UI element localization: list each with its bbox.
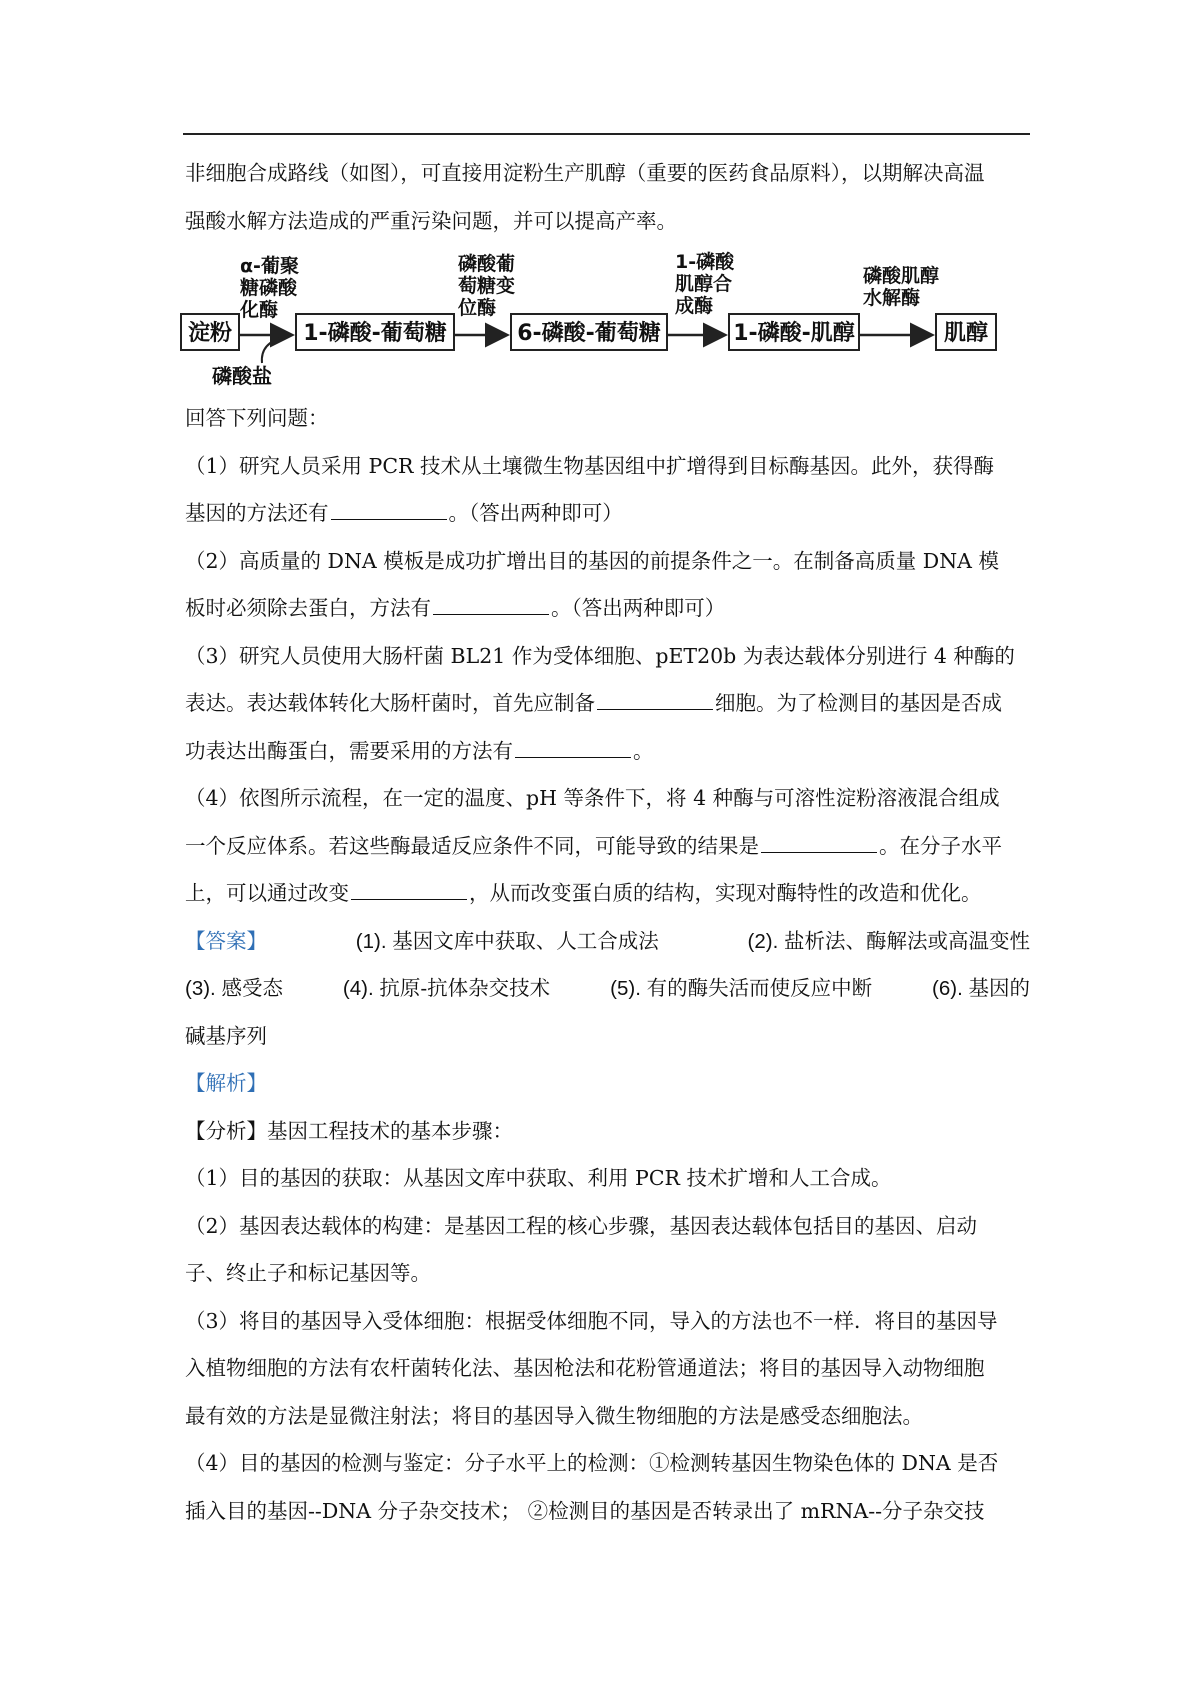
answer-line-3: 碱基序列 — [185, 1023, 267, 1048]
node-inositol: 肌醇 — [935, 313, 997, 351]
enzyme-phosphoglucomutase: 磷酸葡 萄糖变 位酶 — [458, 253, 516, 319]
q1-note: 。（答出两种即可） — [448, 501, 623, 525]
node-g6p: 6-磷酸-葡萄糖 — [510, 313, 668, 351]
answer-item-1: (1). 基因文库中获取、人工合成法 — [355, 929, 659, 953]
answer-line-2 — [185, 965, 1030, 1013]
q2-line-2 — [185, 585, 1030, 633]
answer-item-5: (5). 有的酶失活而使反应中断 — [610, 977, 873, 1000]
q3-answer-blank-1[interactable] — [597, 689, 713, 710]
q4-text-a: 一个反应体系。若这些酶最适反应条件不同，可能导致的结果是 — [185, 833, 759, 858]
prompt-text: 回答下列问题： — [185, 406, 329, 430]
document-page — [185, 150, 1030, 1535]
analysis-line-1: 【分析】基因工程技术的基本步骤： — [185, 1118, 513, 1143]
q4-answer-blank-2[interactable] — [351, 879, 467, 900]
q3-text-c: 功表达出酶蛋白，需要采用的方法有 — [185, 738, 513, 763]
intro-line-1: 非细胞合成路线（如图），可直接用淀粉生产肌醇（重要的医药食品原料），以期解决高温 — [185, 161, 985, 185]
q3-line-2 — [185, 680, 1030, 728]
analysis-line-6: 入植物细胞的方法有农杆菌转化法、基因枪法和花粉管通道法；将目的基因导入动物细胞 — [185, 1356, 985, 1380]
answer-tag: 【答案】 — [185, 929, 267, 953]
enzyme-inositol-phosphate-synthase: 1-磷酸 肌醇合 成酶 — [675, 251, 735, 317]
pathway-diagram — [180, 245, 1080, 395]
analysis-line-4: 子、终止子和标记基因等。 — [185, 1261, 431, 1285]
answer-item-2: (2). 盐析法、酶解法或高温变性 — [747, 929, 1030, 953]
q1-text: 基因的方法还有 — [185, 501, 329, 525]
q3-text-b: 细胞。为了检测目的基因是否成 — [715, 691, 1002, 715]
node-ip1: 1-磷酸-肌醇 — [728, 313, 860, 351]
q4-text-c: 上，可以通过改变 — [185, 881, 349, 905]
analysis-line-9: 插入目的基因--DNA 分子杂交技术； ②检测目的基因是否转录出了 mRNA--分子杂交技 — [185, 1498, 985, 1523]
q4-answer-blank-1[interactable] — [761, 832, 877, 853]
answer-line-1 — [185, 918, 1030, 966]
q1-line-2 — [185, 490, 1030, 538]
q3-line-3 — [185, 728, 1030, 776]
analysis-line-2: （1）目的基因的获取：从基因文库中获取、利用 PCR 技术扩增和人工合成。 — [185, 1166, 892, 1190]
q4-line-1: （4）依图所示流程，在一定的温度、pH 等条件下，将 4 种酶与可溶性淀粉溶液混合组成 — [185, 786, 1000, 810]
q4-line-3 — [185, 870, 1030, 918]
q4-text-d: ，从而改变蛋白质的结构，实现对酶特性的改造和优化。 — [469, 881, 982, 905]
analysis-line-7: 最有效的方法是显微注射法；将目的基因导入微生物细胞的方法是感受态细胞法。 — [185, 1403, 923, 1428]
node-g1p: 1-磷酸-葡萄糖 — [295, 313, 455, 351]
analysis-tag: 【解析】 — [185, 1071, 267, 1095]
q2-answer-blank[interactable] — [433, 594, 549, 615]
q4-text-b: 。在分子水平 — [879, 833, 1002, 858]
analysis-line-3: （2）基因表达载体的构建：是基因工程的核心步骤，基因表达载体包括目的基因、启动 — [185, 1213, 978, 1238]
q3-text-a: 表达。表达载体转化大肠杆菌时，首先应制备 — [185, 691, 595, 715]
q3-line-1: （3）研究人员使用大肠杆菌 BL21 作为受体细胞、pET20b 为表达载体分别进行 4 种酶的 — [185, 643, 1015, 668]
q3-text-d: 。 — [633, 738, 654, 763]
q4-line-2 — [185, 823, 1030, 871]
answer-item-6: (6). 基因的 — [932, 977, 1030, 1000]
answer-item-4: (4). 抗原-抗体杂交技术 — [342, 977, 551, 1000]
q1-line-1: （1）研究人员采用 PCR 技术从土壤微生物基因组中扩增得到目标酶基因。此外，获得酶 — [185, 453, 994, 478]
q2-note: 。（答出两种即可） — [551, 596, 726, 620]
q2-text: 板时必须除去蛋白，方法有 — [185, 596, 431, 620]
answer-item-3: (3). 感受态 — [185, 977, 283, 1000]
cofactor-phosphate: 磷酸盐 — [212, 364, 272, 388]
enzyme-inositol-monophosphatase: 磷酸肌醇 水解酶 — [863, 265, 940, 309]
q3-answer-blank-2[interactable] — [515, 737, 631, 758]
intro-line-2: 强酸水解方法造成的严重污染问题，并可以提高产率。 — [185, 208, 677, 233]
analysis-line-8: （4）目的基因的检测与鉴定：分子水平上的检测：①检测转基因生物染色体的 DNA 是否 — [185, 1451, 999, 1475]
enzyme-glucan-phosphorylase: α-葡聚 糖磷酸 化酶 — [240, 255, 299, 321]
q2-line-1: （2）高质量的 DNA 模板是成功扩增出目的基因的前提条件之一。在制备高质量 DNA 模 — [185, 548, 999, 573]
node-starch: 淀粉 — [180, 313, 240, 351]
analysis-line-5: （3）将目的基因导入受体细胞：根据受体细胞不同，导入的方法也不一样．将目的基因导 — [185, 1308, 998, 1333]
header-rule — [183, 133, 1030, 135]
q1-answer-blank[interactable] — [331, 499, 447, 520]
